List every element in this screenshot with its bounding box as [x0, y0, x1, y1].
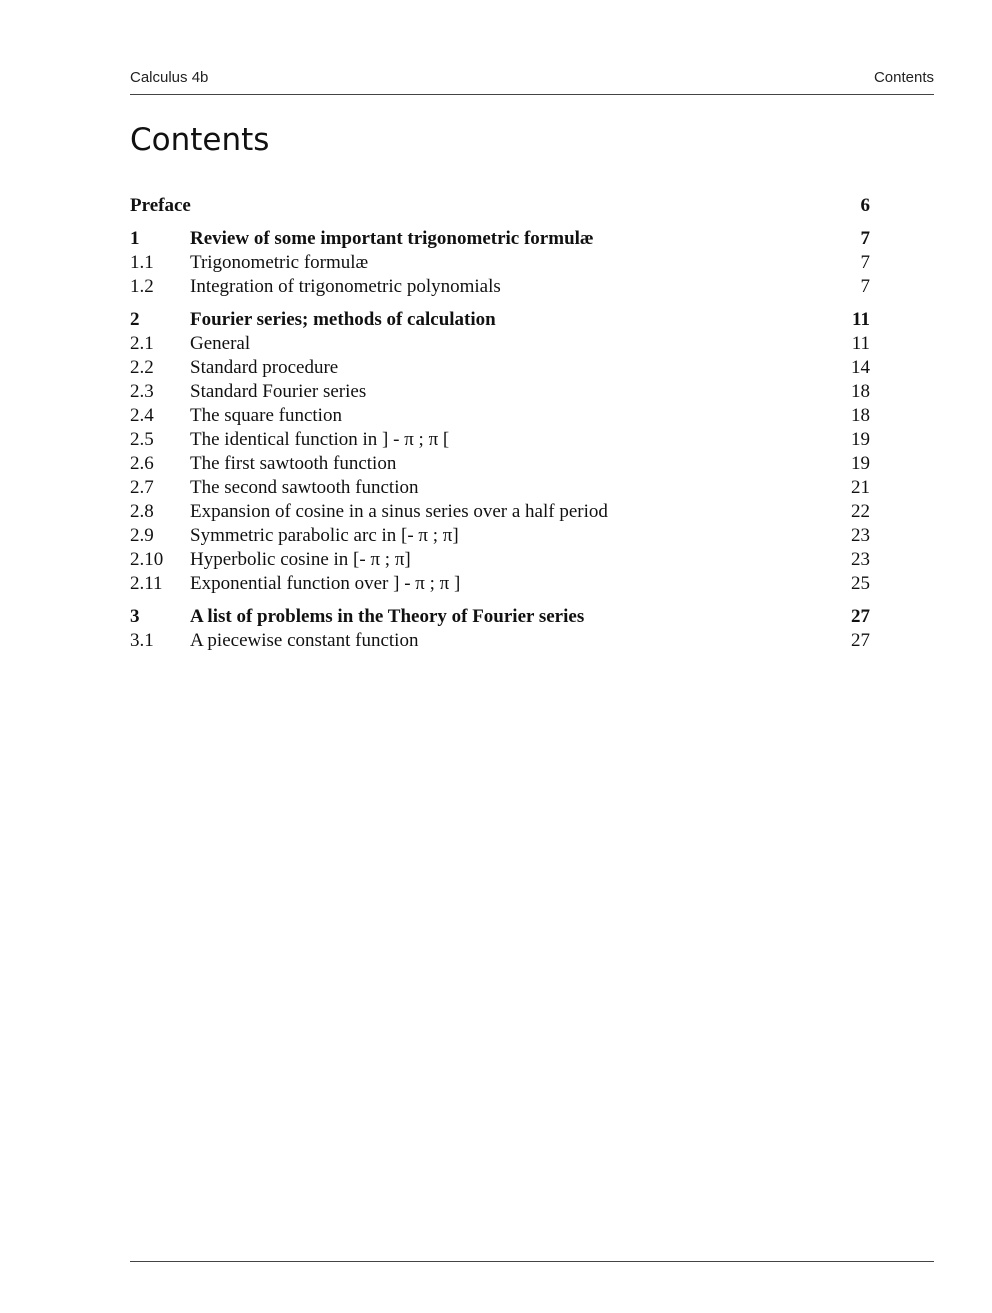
toc-entry-title: Integration of trigonometric polynomials — [190, 276, 501, 297]
toc-entry-page: 14 — [851, 357, 870, 378]
toc-entry-number: 1.2 — [130, 276, 154, 297]
toc-entry-number: 2.1 — [130, 333, 154, 354]
toc-entry-title: A list of problems in the Theory of Fourier series — [190, 606, 585, 627]
toc-entry-number: 1 — [130, 228, 140, 249]
toc-entry-title: Review of some important trigonometric formulæ — [190, 228, 594, 249]
toc-entry-page: 19 — [851, 453, 870, 474]
toc-entry-page: 25 — [851, 573, 870, 594]
toc-section-2-9[interactable] — [130, 524, 870, 548]
header-section-title: Contents — [873, 69, 934, 86]
toc-section-1-2[interactable] — [130, 275, 870, 299]
toc-entry-title: The identical function in ] - π ; π [ — [190, 429, 450, 450]
toc-entry-page: 11 — [852, 309, 870, 330]
toc-chapter-1[interactable] — [130, 227, 870, 251]
toc-entry-number: 2.2 — [130, 357, 154, 378]
toc-entry-number: 1.1 — [130, 252, 154, 273]
running-header — [130, 66, 934, 94]
toc-section-2-8[interactable] — [130, 500, 870, 524]
toc-section-3-1[interactable] — [130, 629, 870, 653]
toc-section-2-5[interactable] — [130, 428, 870, 452]
toc-entry-page: 11 — [851, 333, 870, 354]
toc-entry-page: 18 — [851, 405, 870, 426]
toc-section-2-2[interactable] — [130, 356, 870, 380]
toc-entry-number: 2.8 — [130, 501, 154, 522]
toc-section-2-3[interactable] — [130, 380, 870, 404]
toc-entry-number: 2.3 — [130, 381, 154, 402]
toc-entry-title: Fourier series; methods of calculation — [190, 309, 496, 330]
toc-section-1-1[interactable] — [130, 251, 870, 275]
footer-rule — [130, 1261, 934, 1262]
toc-entry-preface[interactable] — [130, 194, 870, 218]
toc-entry-page: 21 — [851, 477, 870, 498]
page-title: Contents — [130, 122, 270, 158]
toc-section-2-10[interactable] — [130, 548, 870, 572]
toc-entry-number: 2 — [130, 309, 140, 330]
toc-entry-page: 7 — [860, 228, 870, 249]
toc-entry-title: The square function — [190, 405, 342, 426]
toc-entry-page: 18 — [851, 381, 870, 402]
toc-entry-page: 7 — [860, 276, 870, 297]
toc-entry-title: Standard Fourier series — [190, 381, 367, 402]
toc-section-2-6[interactable] — [130, 452, 870, 476]
toc-entry-page: 22 — [851, 501, 870, 522]
toc-entry-page: 27 — [851, 630, 870, 651]
toc-entry-title: Trigonometric formulæ — [190, 252, 369, 273]
toc-entry-title: The first sawtooth function — [190, 453, 397, 474]
toc-section-2-4[interactable] — [130, 404, 870, 428]
toc-chapter-3[interactable] — [130, 605, 870, 629]
toc-section-2-7[interactable] — [130, 476, 870, 500]
toc-entry-title: The second sawtooth function — [190, 477, 419, 498]
toc-entry-number: 2.11 — [130, 573, 163, 594]
toc-entry-title: A piecewise constant function — [190, 630, 419, 651]
toc-entry-number: 3.1 — [130, 630, 154, 651]
toc-entry-title: Exponential function over ] - π ; π ] — [190, 573, 461, 594]
toc-entry-title: Preface — [130, 195, 191, 216]
toc-entry-page: 7 — [860, 252, 870, 273]
toc-entry-page: 23 — [851, 549, 870, 570]
toc-entry-number: 2.9 — [130, 525, 154, 546]
toc-entry-title: Symmetric parabolic arc in [- π ; π] — [190, 525, 459, 546]
toc-entry-number: 2.4 — [130, 405, 154, 426]
toc-entry-number: 2.7 — [130, 477, 154, 498]
toc-entry-title: Expansion of cosine in a sinus series over a half period — [190, 501, 608, 522]
toc-entry-number: 2.5 — [130, 429, 154, 450]
toc-chapter-2[interactable] — [130, 308, 870, 332]
toc-entry-page: 19 — [851, 429, 870, 450]
toc-entry-title: General — [190, 333, 251, 354]
header-book-title: Calculus 4b — [130, 69, 209, 86]
toc-entry-page: 27 — [851, 606, 870, 627]
toc-entry-title: Hyperbolic cosine in [- π ; π] — [190, 549, 411, 570]
toc-section-2-11[interactable] — [130, 572, 870, 596]
toc-section-2-1[interactable] — [130, 332, 870, 356]
header-rule — [130, 94, 934, 95]
toc-entry-page: 6 — [860, 195, 870, 216]
toc-entry-number: 2.10 — [130, 549, 164, 570]
table-of-contents — [130, 194, 870, 653]
toc-entry-number: 3 — [130, 606, 140, 627]
toc-entry-title: Standard procedure — [190, 357, 339, 378]
toc-entry-page: 23 — [851, 525, 870, 546]
toc-entry-number: 2.6 — [130, 453, 154, 474]
